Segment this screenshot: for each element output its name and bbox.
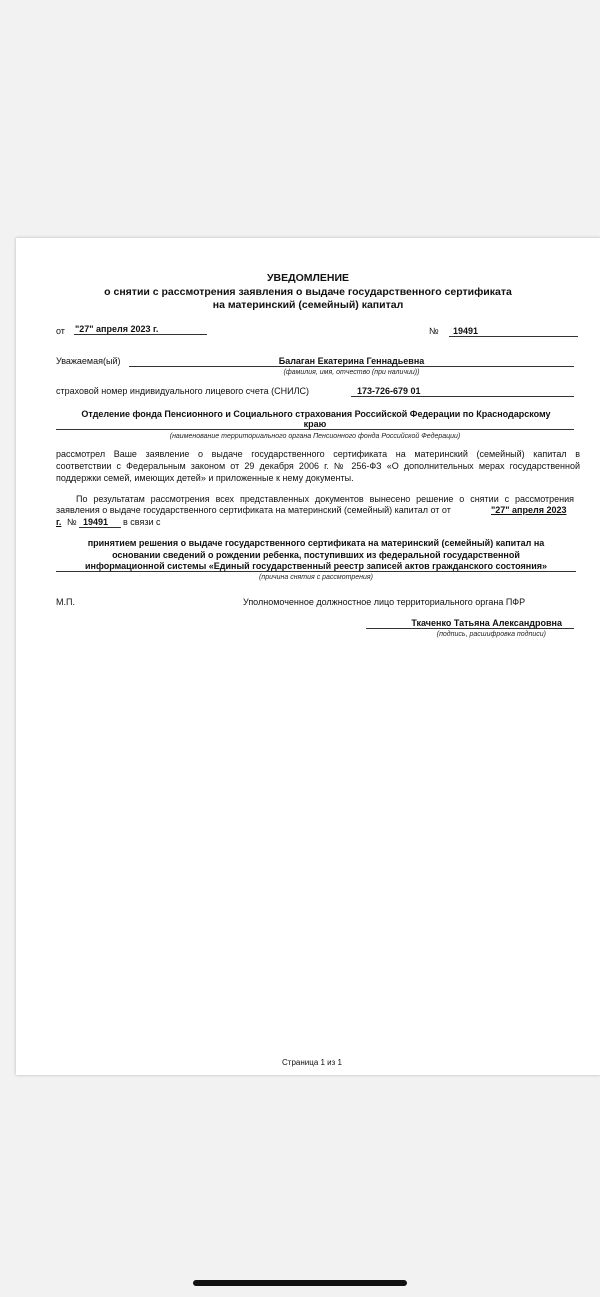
document-subtitle-1: о снятии с рассмотрения заявления о выдаче государственного сертификата: [104, 286, 512, 298]
document-subtitle-2: на материнский (семейный) капитал: [212, 299, 404, 311]
page-counter: Страница 1 из 1: [282, 1058, 342, 1067]
snils-value: 173-726-679 01: [351, 386, 574, 397]
reason-line-1: принятием решения о выдаче государственного сертификата на материнский (семейный) капитал на: [87, 538, 545, 548]
org-hint: (наименование территориального органа Пенсионного фонда Российской Федерации): [169, 433, 461, 440]
para2-number: 19491: [79, 517, 121, 528]
date-prefix: от: [56, 326, 65, 336]
signature-hint: (подпись, расшифровка подписи): [436, 631, 546, 638]
reason-hint: (причина снятия с рассмотрения): [259, 574, 373, 581]
para2-g: г.: [56, 517, 62, 527]
official-label: Уполномоченное должностное лицо территориального органа ПФР: [243, 597, 526, 607]
para1-line-2: соответствии с Федеральным законом от 29 декабря 2006 г. № 256-ФЗ «О дополнительных мерах государственной: [56, 461, 580, 471]
para1-line-1: рассмотрел Ваше заявление о выдаче государственного сертификата на материнский (семейный) капитал в: [56, 449, 580, 459]
official-name: Ткаченко Татьяна Александровна: [366, 618, 574, 629]
para1-line-3: поддержки семей, имеющих детей» и приложенные к нему документы.: [56, 473, 354, 483]
document-page: [16, 238, 600, 1075]
number-value: 19491: [449, 326, 578, 337]
date-value: "27" апреля 2023 г.: [74, 324, 207, 335]
org-name-line-2: краю: [56, 419, 574, 430]
recipient-name: Балаган Екатерина Геннадьевна: [129, 356, 574, 367]
para2-line-2: заявления о выдаче государственного сертификата на материнский (семейный) капитал от от: [56, 505, 451, 515]
stamp-label: М.П.: [56, 597, 75, 607]
reason-line-2: основании сведений о рождении ребенка, поступивших из федеральной государственной: [112, 550, 520, 560]
para2-number-prefix: №: [67, 517, 77, 527]
para2-date: "27" апреля 2023: [491, 505, 567, 515]
org-name-line-1: Отделение фонда Пенсионного и Социального страхования Российской Федерации по Краснодарскому: [81, 409, 551, 419]
reason-line-3: информационной системы «Единый государственный реестр записей актов гражданского состояния»: [56, 561, 576, 572]
recipient-hint: (фамилия, имя, отчество (при наличии)): [283, 369, 420, 376]
salutation-label: Уважаемая(ый): [56, 356, 121, 366]
para2-line-1: По результатам рассмотрения всех представленных документов вынесено решение о снятии с рассмотрения: [76, 494, 574, 504]
para2-tail: в связи с: [123, 517, 161, 527]
home-indicator[interactable]: [193, 1280, 407, 1286]
snils-label: страховой номер индивидуального лицевого счета (СНИЛС): [56, 386, 309, 396]
number-prefix: №: [429, 326, 439, 336]
document-title: УВЕДОМЛЕНИЕ: [266, 272, 350, 284]
